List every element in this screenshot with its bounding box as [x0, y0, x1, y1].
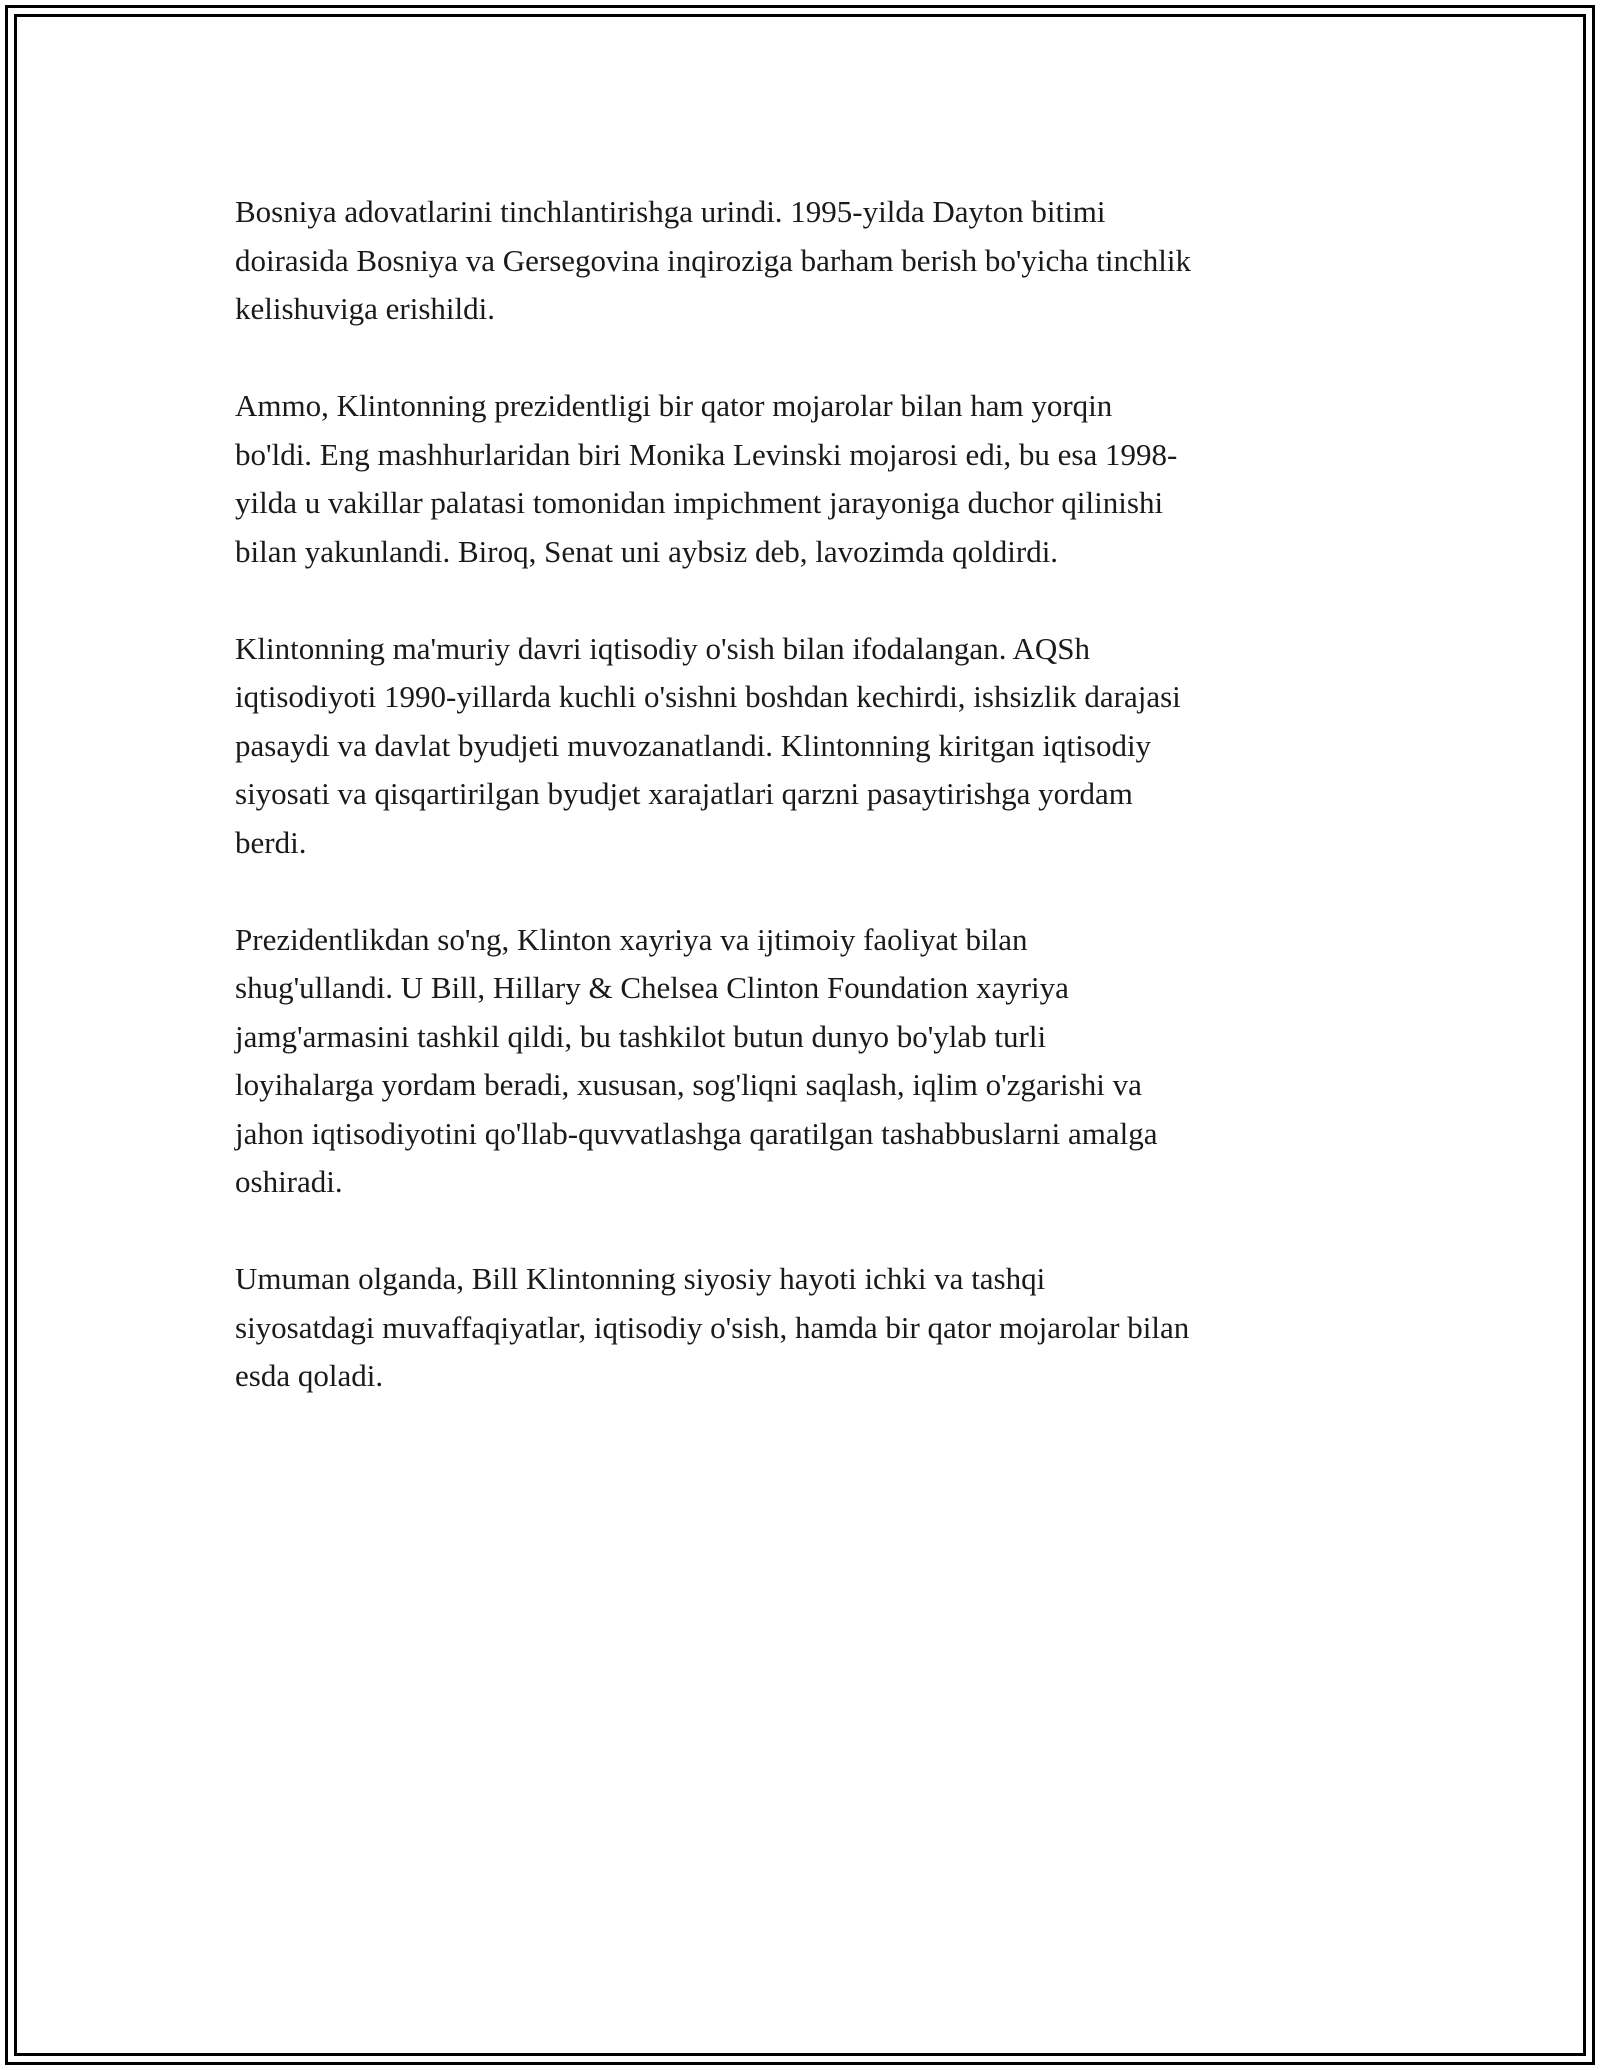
paragraph-conclusion: [235, 1255, 1375, 1401]
text-line: Klintonning ma'muriy davri iqtisodiy o'sish bilan ifodalangan. AQSh: [235, 630, 1090, 666]
text-line: berdi.: [235, 824, 307, 860]
text-line: kelishuviga erishildi.: [235, 291, 496, 326]
text-line: esda qoladi.: [235, 1358, 384, 1393]
text-line: shug'ullandi. U Bill, Hillary & Chelsea Clinton Foundation xayriya: [235, 970, 1069, 1005]
text-line: pasaydi va davlat byudjeti muvozanatlandi. Klintonning kiritgan iqtisodiy: [235, 727, 1152, 763]
text-line: oshiradi.: [235, 1164, 343, 1199]
paragraph-economy: [235, 625, 1375, 868]
text-line: Ammo, Klintonning prezidentligi bir qator mojarolar bilan ham yorqin: [235, 388, 1113, 423]
text-line: jahon iqtisodiyotini qo'llab-quvvatlashga qaratilgan tashabbuslarni amalga: [235, 1115, 1158, 1151]
text-line: loyihalarga yordam beradi, xususan, sog'liqni saqlash, iqlim o'zgarishi va: [235, 1067, 1142, 1102]
text-line: yilda u vakillar palatasi tomonidan impichment jarayoniga duchor qilinishi: [235, 485, 1164, 520]
paragraph-scandals: [235, 382, 1375, 576]
text-line: iqtisodiyoti 1990-yillarda kuchli o'sishni boshdan kechirdi, ishsizlik darajasi: [235, 679, 1181, 714]
text-line: Prezidentlikdan so'ng, Klinton xayriya va ijtimoiy faoliyat bilan: [235, 921, 1028, 957]
text-line: doirasida Bosniya va Gersegovina inqiroziga barham berish bo'yicha tinchlik: [235, 242, 1191, 278]
text-line: bo'ldi. Eng mashhurlaridan biri Monika Levinski mojarosi edi, bu esa 1998-: [235, 436, 1178, 472]
document-body: [235, 188, 1375, 1449]
text-line: Bosniya adovatlarini tinchlantirishga urindi. 1995-yilda Dayton bitimi: [235, 194, 1106, 229]
text-line: siyosatdagi muvaffaqiyatlar, iqtisodiy o'sish, hamda bir qator mojarolar bilan: [235, 1309, 1190, 1345]
text-line: Umuman olganda, Bill Klintonning siyosiy hayoti ichki va tashqi: [235, 1261, 1046, 1296]
text-line: siyosati va qisqartirilgan byudjet xarajatlari qarzni pasaytirishga yordam: [235, 776, 1133, 811]
paragraph-post-presidency: [235, 916, 1375, 1207]
text-line: jamg'armasini tashkil qildi, bu tashkilot butun dunyo bo'ylab turli: [235, 1018, 1047, 1054]
paragraph-dayton-accord: [235, 188, 1375, 334]
text-line: bilan yakunlandi. Biroq, Senat uni aybsiz deb, lavozimda qoldirdi.: [235, 533, 1059, 569]
